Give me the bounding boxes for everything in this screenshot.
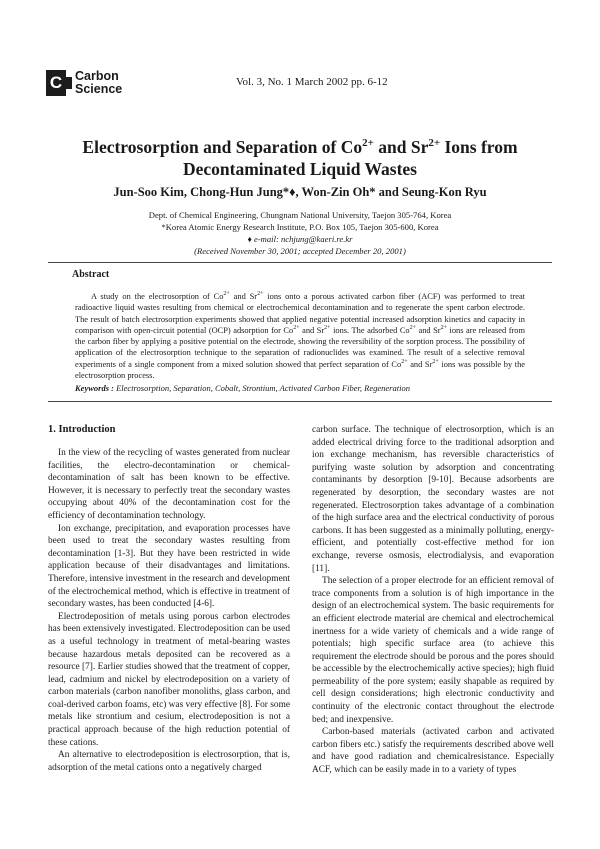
paragraph: Carbon-based materials (activated carbon and activated carbon fibers etc.) satisfy the requirements described above well and have good radiation and chemicalresistance. Especially ACF, which can be easily made in to a variety of types: [312, 727, 554, 776]
author-list: Jun-Soo Kim, Chong-Hun Jung*♦, Won-Zin Oh* and Seung-Kon Ryu: [113, 185, 487, 199]
keywords-label: Keywords :: [75, 383, 114, 393]
right-column: [312, 424, 554, 777]
keywords: [75, 383, 525, 393]
volume-info: Vol. 3, No. 1 March 2002 pp. 6-12: [236, 76, 388, 88]
page-header: [46, 70, 554, 100]
paragraph: Electrodeposition of metals using porous carbon electrodes has been extensively investigated. Electrodeposition can be used as a useful technology in treatment of metal-bearing wastes because hazardous metals deposited can be recovered as a resource [7]. Earlier studies showed that the treatment of copper, lead, cadmium and nickel by electrodeposition on a variety of carbon materials (carbon nanofiber monoliths, glass carbon, and coal-derived carbon foams, etc) was very effective [8]. For some metals like strontium and cesium, electrodeposition is not a practical approach because of the high reduction potential of these cations.: [48, 611, 290, 748]
affiliation-kaeri: *Korea Atomic Energy Research Institute, P.O. Box 105, Taejon 305-600, Korea: [161, 222, 439, 232]
keywords-list: Electrosorption, Separation, Cobalt, Strontium, Activated Carbon Fiber, Regeneration: [113, 383, 410, 393]
paragraph: An alternative to electrodeposition is electrosorption, that is, adsorption of the metal cations onto a negatively charged: [48, 750, 290, 773]
paragraph: The selection of a proper electrode for an efficient removal of trace components from a solution is of high importance in the design of an electrochemical system. The basic requirements for an efficient electrode material are chemical and electrochemical inertness for a wide variety of chemicals and a wide range of potentials; high specific surface area (to achieve this requirement the electrode should be porous and the pores should be accessible by the electrochemically active species); high fluid permeability of the pore system; easily shapable as required by cell design considerations; high electronic conductivity and continuity of the electronic contact throughout the electrode bed; and inexpensive.: [312, 576, 554, 725]
paper-title: [40, 132, 560, 180]
affiliation-dept: Dept. of Chemical Engineering, Chungnam National University, Taejon 305-764, Korea: [148, 210, 452, 220]
paragraph: In the view of the recycling of wastes generated from nuclear facilities, the electro-decontamination or chemical-decontamination of salt has been known to be effective. However, it is necessary to perfectly treat the secondary wastes occupying about 40% of the decontamination cost for the efficiency of decontamination technology.: [48, 448, 290, 521]
title-line2: Decontaminated Liquid Wastes: [182, 158, 417, 179]
journal-name-line2: Science: [75, 82, 123, 96]
abstract-text: A study on the electrosorption of $Co^{2+}$ and $Sr^{2+}$ ions onto a porous activated carbon fiber (ACF) was performed to treat radioactive liquid wastes resulting from chemical or electrochemical decontamination and to regenerate the spent carbon electrode. The result of batch electrosorption experiments showed that applied negative potential increased adsorption kinetics and capacity in comparison with open-circuit potential (OCP) adsorption for $Co^{2+}$ and $Sr^{2+}$ ions. The adsorbed $Co^{2+}$ and $Sr^{2+}$ ions are released from the carbon fiber by applying a positive potential on the electrode, showing the reversibility of the sorption process. The possibility of application of the electrosorption technique to the separation of radionuclides was examined. The result of a selective removal experiments of a single component from a mixed solution showed that perfect separation of $Co^{2+}$ and $Sr^{2+}$ ions was possible by the electrosorption process.: [75, 291, 525, 381]
abstract-heading: Abstract: [72, 269, 110, 280]
paragraph: carbon surface. The technique of electrosorption, which is an added electrical driving force to the traditional adsorption and ion exchange mechanism, has reversible characteristics of purifying waste solution by adsorption and concentrating contaminants by desorption [9-10]. Because adsorbents are regenerated by desorption, the secondary wastes are not regenerated. Electrosorption takes advantage of a combination of the high surface area and the electrical conductivity of porous carbons. It has been suggested as a minimally polluting, energy-efficient, and potentially cost-effective method for ion exchange, reverse osmosis, electrodialysis, and evaporation [11].: [312, 425, 554, 574]
left-column: [48, 447, 290, 774]
paragraph: Ion exchange, precipitation, and evaporation processes have been used to treat the secondary wastes resulting from decontamination [1-3]. But they have been restricted in wide application because of their disadvantages and limitations. Therefore, intensive investment in the research and development of the electrochemical method, which is effective in treatment of secondary wastes, has been conducted [4-6].: [48, 523, 290, 610]
abstract-box: [48, 262, 552, 402]
corresponding-email: ♦ e-mail: nchjung@kaeri.re.kr: [247, 234, 353, 244]
section-heading-introduction: 1. Introduction: [48, 424, 116, 435]
journal-name-line1: Carbon: [75, 69, 119, 83]
journal-name: [75, 70, 122, 96]
journal-logo: [46, 70, 122, 96]
title-line1: Electrosorption and Separation of $Co^{2+}$ and $Sr^{2+}$ Ions from: [82, 136, 518, 157]
received-dates: (Received November 30, 2001; accepted December 20, 2001): [194, 246, 406, 256]
carbon-logo-icon: C: [46, 70, 66, 96]
